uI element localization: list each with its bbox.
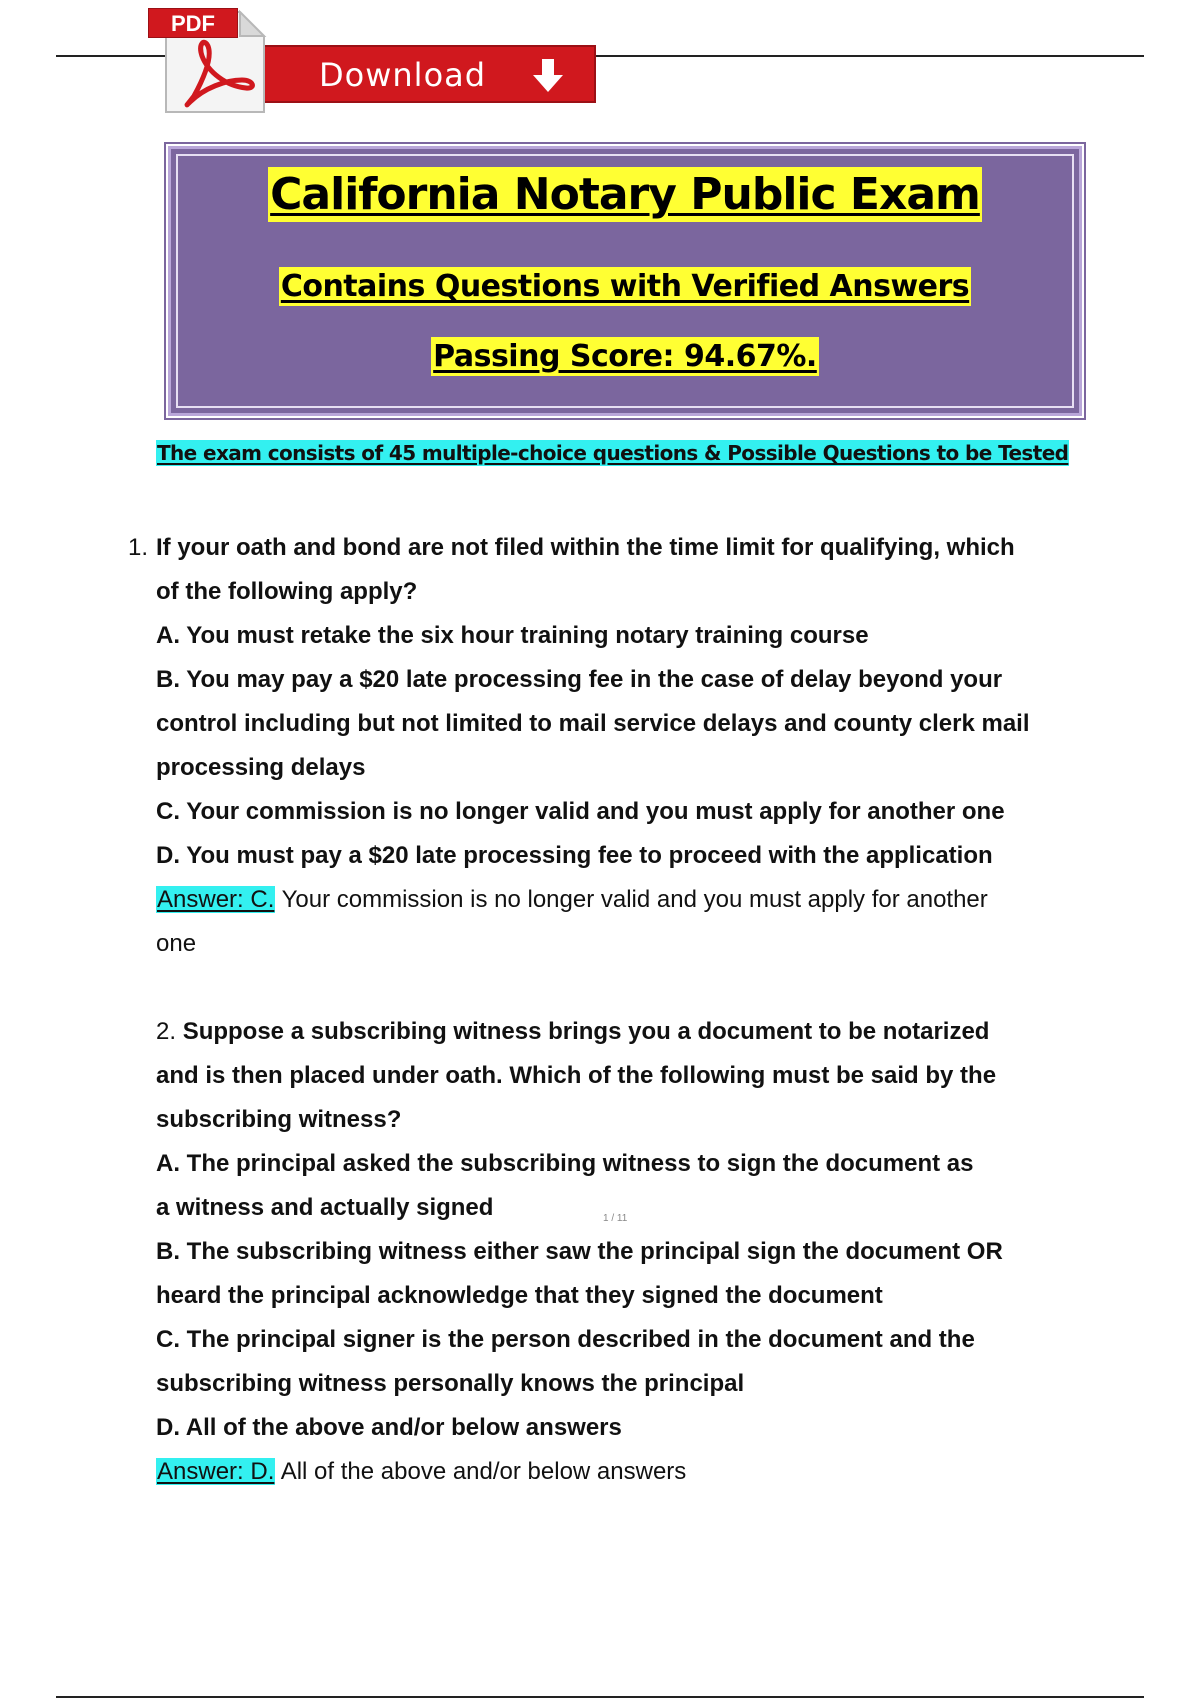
question-2-option-b-line2: heard the principal acknowledge that they signed the document xyxy=(156,1282,883,1309)
title-box xyxy=(168,146,1082,416)
question-2-option-c-line2: subscribing witness personally knows the principal xyxy=(156,1370,745,1397)
question-1-option-c: C. Your commission is no longer valid and you must apply for another one xyxy=(156,798,1005,825)
download-button[interactable] xyxy=(260,45,596,103)
question-2-option-b-line1: B. The subscribing witness either saw the principal sign the document OR xyxy=(156,1238,1003,1265)
question-1-answer-label: Answer: C. xyxy=(157,886,275,913)
question-2-option-c-line1: C. The principal signer is the person described in the document and the xyxy=(156,1326,975,1353)
question-1-answer-line2: one xyxy=(156,930,197,957)
download-arrow-icon xyxy=(530,57,566,95)
question-2-option-a-line2: a witness and actually signed xyxy=(156,1194,494,1221)
question-2-text-line3: subscribing witness? xyxy=(156,1106,402,1133)
bottom-rule xyxy=(56,1696,1144,1698)
question-2-option-d: D. All of the above and/or below answers xyxy=(156,1414,622,1441)
question-1-option-b-line3: processing delays xyxy=(156,754,366,781)
question-1-text-line2: of the following apply? xyxy=(156,578,418,605)
question-1-option-a: A. You must retake the six hour training notary training course xyxy=(156,622,869,649)
question-2-answer xyxy=(156,1450,1056,1494)
question-1-answer xyxy=(156,878,1056,922)
question-2-number: 2. xyxy=(156,1018,177,1045)
question-1-answer-text: Your commission is no longer valid and you must apply for another xyxy=(275,886,988,913)
question-2-option-a-line1: A. The principal asked the subscribing witness to sign the document as xyxy=(156,1150,974,1177)
question-1-number: 1. xyxy=(128,534,149,561)
page-number: 1 / 11 xyxy=(603,1213,628,1224)
passing-score: Passing Score: 94.67%. xyxy=(433,339,817,374)
question-1-text-line1: If your oath and bond are not filed within the time limit for qualifying, which xyxy=(156,534,1015,561)
download-label: Download xyxy=(319,56,487,94)
question-2-text-line2: and is then placed under oath. Which of the following must be said by the xyxy=(156,1062,997,1089)
question-2-answer-text: All of the above and/or below answers xyxy=(275,1458,687,1485)
pdf-tag: PDF xyxy=(148,8,238,38)
question-2-text-line1: 2. Suppose a subscribing witness brings you a document to be notarized xyxy=(156,1018,990,1045)
question-1-option-b-line1: B. You may pay a $20 late processing fee in the case of delay beyond your xyxy=(156,666,1003,693)
question-1-option-b-line2: control including but not limited to mail service delays and county clerk mail xyxy=(156,710,1030,737)
exam-intro: The exam consists of 45 multiple-choice questions & Possible Questions to be Tested xyxy=(157,441,1069,465)
exam-title: California Notary Public Exam xyxy=(270,169,980,220)
question-1-option-d: D. You must pay a $20 late processing fee to proceed with the application xyxy=(156,842,993,869)
exam-subtitle: Contains Questions with Verified Answers xyxy=(280,269,970,304)
question-2-answer-label: Answer: D. xyxy=(157,1458,275,1485)
